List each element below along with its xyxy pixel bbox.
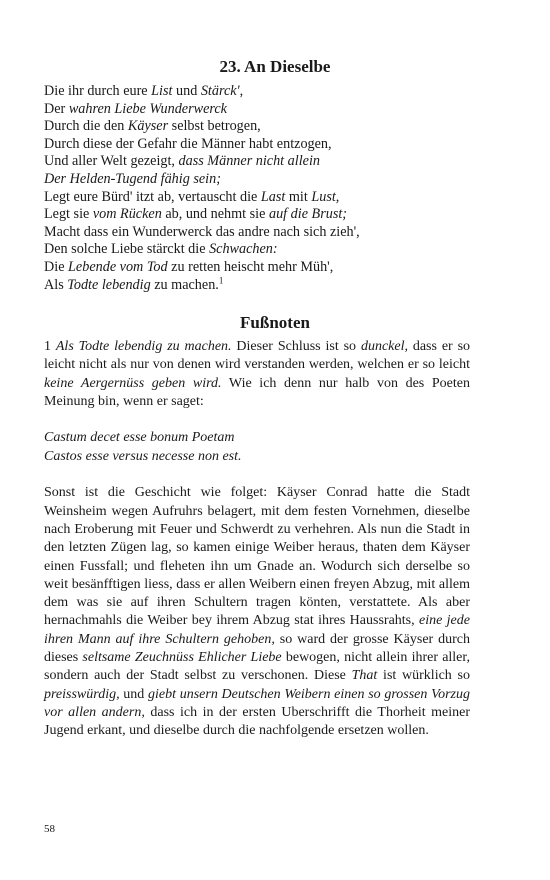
footnotes-heading: Fußnoten bbox=[240, 313, 310, 332]
footnote-text: dass er so leicht nicht als nur von denen wird verstanden werden, welchen er so leicht bbox=[44, 339, 471, 373]
poem-text: Die ihr durch eure bbox=[44, 83, 152, 99]
footnote-italic: That bbox=[351, 668, 378, 684]
poem-text: Durch die den bbox=[44, 118, 128, 135]
latin-verse-line: Castum decet esse bonum Poetam bbox=[44, 430, 235, 446]
poem-text: Als bbox=[44, 276, 68, 293]
footnote-text: ist würklich so bbox=[377, 668, 470, 684]
poem-italic: Käyser bbox=[127, 118, 169, 135]
poem-text: Macht dass ein Wunderwerck das andre nach sich zieh', bbox=[44, 223, 360, 240]
footnote-paragraph bbox=[44, 484, 470, 740]
poem-line bbox=[44, 136, 514, 154]
poem-line bbox=[44, 101, 514, 119]
poem-line bbox=[44, 206, 514, 224]
poem-text: Der bbox=[44, 100, 69, 117]
footnotes-body bbox=[44, 338, 470, 741]
poem-line bbox=[44, 83, 514, 101]
poem-text: zu machen. bbox=[150, 276, 219, 293]
footnote-text: Sonst ist die Geschicht wie folget: Käyser Conrad hatte die Stadt Weinsheim wegen Aufruhrs belagert, mit dem festen Vornehmen, dieselbe nach Eroberung mit Feuer und Schwerdt zu verhehren. Als nun die Stadt in den letzten Zügen lag, so kamen einige Weiber heraus, thaten dem Käyser einen Fussfall; und fleheten ihn um Gnade an. Wodurch sich derselbe so weit besänfftigen liess, dass er allen Weibern einen freyen Abzug, mit allem dem was sie auf ihren Schultern tragen könten, verstattete. Als aber hernachmahls die Weiber bey ihrem Abzug stat ihres Haussrahts, bbox=[44, 485, 470, 629]
page-number: 58 bbox=[44, 823, 55, 835]
poem-text: , bbox=[239, 83, 244, 99]
poem-italic: Lust, bbox=[311, 188, 340, 205]
footnote-italic: keine Aergernüss geben wird. bbox=[44, 375, 222, 391]
poem-italic: dass Männer nicht allein bbox=[178, 153, 320, 170]
poem-italic: Stärck' bbox=[200, 83, 240, 99]
footnote-italic: giebt unsern Deutschen Weibern einen so grossen Vorzug vor allen andern, bbox=[44, 686, 470, 720]
poem-line bbox=[44, 224, 514, 242]
poem-italic: vom Rücken bbox=[92, 206, 162, 223]
poem-text: und bbox=[172, 83, 201, 99]
poem-italic: Schwachen: bbox=[209, 241, 278, 258]
footnote-italic: eine jede ihren Mann auf ihre Schultern gehoben, bbox=[44, 613, 470, 647]
footnote-italic: Als Todte lebendig zu machen. bbox=[55, 339, 232, 354]
poem-title: 23. An Dieselbe bbox=[219, 57, 331, 76]
poem-text: Legt sie bbox=[44, 206, 93, 223]
poem-text: Und aller Welt gezeigt, bbox=[44, 153, 179, 170]
poem-text: ab, und nehmt sie bbox=[161, 206, 269, 223]
poem-italic: Der Helden-Tugend fähig sein; bbox=[44, 170, 221, 187]
poem-italic: auf die Brust; bbox=[268, 206, 348, 223]
poem-line bbox=[44, 274, 514, 295]
poem-italic: Last bbox=[260, 188, 286, 205]
poem-text: Die bbox=[44, 258, 69, 275]
poem-text: zu retten heischt mehr Müh', bbox=[167, 258, 334, 275]
poem-text: mit bbox=[285, 188, 312, 205]
footnote-italic: preisswürdig, bbox=[44, 686, 120, 702]
footnote-marker: 1 bbox=[218, 274, 224, 285]
footnote-text: so ward der grosse Käyser durch dieses bbox=[44, 631, 471, 666]
footnote-italic: dunckel, bbox=[360, 339, 408, 354]
poem-text bbox=[44, 83, 514, 294]
footnote-text: bewogen, nicht allein ihrer aller, sondern auch der Stadt selbst zu verschonen. Diese bbox=[44, 650, 471, 684]
poem-text: selbst betrogen, bbox=[168, 118, 261, 135]
footnote-text: dass ich in der ersten Uberschrifft die Thorheit meiner Jugend erkant, und dieselbe durch die nachfolgende ersetzen wollen. bbox=[44, 704, 470, 739]
footnote-text: Dieser Schluss ist so bbox=[231, 339, 361, 354]
poem-text: Den solche Liebe stärckt die bbox=[44, 241, 210, 258]
poem-text: Legt eure Bürd' itzt ab, vertauscht die bbox=[44, 188, 261, 205]
latin-verse-line: Castos esse versus necesse non est. bbox=[44, 448, 242, 464]
footnote-text: 1 bbox=[44, 339, 56, 354]
latin-verse bbox=[44, 429, 470, 466]
poem-line bbox=[44, 189, 514, 207]
poem-italic: wahren Liebe Wunderwerck bbox=[68, 100, 227, 117]
poem-italic: Todte lebendig bbox=[67, 276, 151, 293]
poem-line bbox=[44, 259, 514, 277]
footnote-text: und bbox=[119, 686, 149, 702]
poem-line bbox=[44, 171, 514, 189]
poem-italic: List bbox=[151, 83, 173, 99]
poem-line bbox=[44, 153, 514, 171]
footnote-italic: seltsame Zeuchnüss Ehlicher Liebe bbox=[82, 650, 282, 666]
poem-line bbox=[44, 118, 514, 136]
poem-text: Durch diese der Gefahr die Männer habt entzogen, bbox=[44, 135, 332, 152]
poem-italic: Lebende vom Tod bbox=[68, 258, 168, 275]
footnote-text: Wie ich denn nur halb von des Poeten Meinung bin, wenn er saget: bbox=[44, 375, 470, 409]
footnote-paragraph bbox=[44, 338, 470, 411]
poem-line bbox=[44, 241, 514, 259]
